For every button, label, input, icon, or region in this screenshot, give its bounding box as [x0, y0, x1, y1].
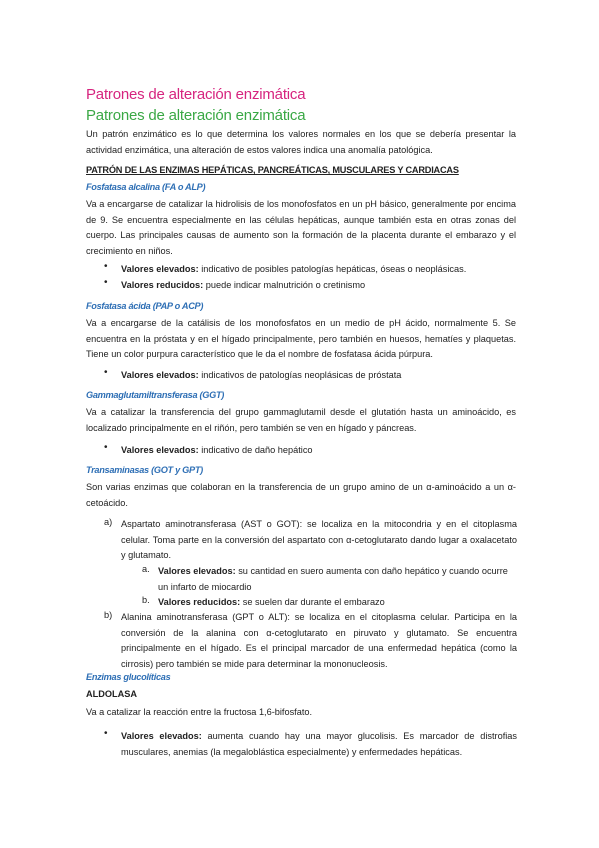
bullet-text: indicativo de posibles patologías hepáticas, óseas o neoplásicas. — [198, 264, 467, 274]
bullet-marker: • — [104, 728, 108, 739]
ggt-bullet-elevated — [121, 443, 517, 459]
bullet-marker: • — [104, 442, 108, 453]
item-text: su cantidad en suero aumenta con daño hepático y cuando ocurre un infarto de miocardio — [158, 566, 508, 592]
trans-paragraph: Son varias enzimas que colaboran en la transferencia de un grupo amino de un α-aminoácido a un α-cetoácido. — [86, 482, 516, 508]
ggt-paragraph: Va a catalizar la transferencia del grupo gammaglutamil desde el glutatión hasta un aminoácido, es localizado principalmente en el riñón, pero también se ven en hígado y páncreas. — [86, 407, 516, 433]
fa-bullet-reduced — [121, 278, 517, 294]
ast-elevated — [158, 564, 516, 595]
bullet-text: indicativo de daño hepático — [198, 445, 313, 455]
trans-heading: Transaminasas (GOT y GPT) — [86, 465, 203, 475]
trans-item-ast: Aspartato aminotransferasa (AST o GOT): se localiza en la mitocondria y en el citoplasma celular. Toma parte en la conversión del aspartato con α-cetoglutarato dando lugar a oxalacetato y glutamato. — [121, 519, 517, 560]
pap-paragraph: Va a encargarse de la catálisis de los monofosfatos en un medio de pH ácido, normalmente 5. Se encuentra en la próstata y en el hígado principalmente, pero también en huesos, hematíes y plaquetas. Tiene un color purpura característico que le da el nombre de fosfatasa ácida púrpura. — [86, 318, 516, 359]
sublist-marker: b. — [142, 595, 150, 605]
item-text: se suelen dar durante el embarazo — [240, 597, 385, 607]
list-marker: a) — [104, 517, 113, 527]
pap-heading: Fosfatasa ácida (PAP o ACP) — [86, 301, 204, 311]
ast-reduced — [158, 595, 516, 611]
document-subtitle: Patrones de alteración enzimática — [86, 107, 306, 124]
aldolasa-bullet-elevated — [121, 729, 517, 760]
bullet-text: puede indicar malnutrición o cretinismo — [203, 280, 366, 290]
fa-heading: Fosfatasa alcalina (FA o ALP) — [86, 182, 206, 192]
ggt-heading: Gammaglutamiltransferasa (GGT) — [86, 390, 225, 400]
item-label: Valores reducidos: — [158, 597, 241, 607]
document-title: Patrones de alteración enzimática — [86, 86, 306, 103]
fa-paragraph: Va a encargarse de catalizar la hidrolisis de los monofosfatos en un pH básico, generalmente por encima de 9. Se encuentra especialmente en las células hepáticas, aunque también esta en otras zonas del cuerpo. Las principales causas de aumento son la formación de la placenta durante el embarazo y el crecimiento en niños. — [86, 199, 516, 256]
section-heading: PATRÓN DE LAS ENZIMAS HEPÁTICAS, PANCREÁTICAS, MUSCULARES Y CARDIACAS — [86, 165, 459, 175]
bullet-label: Valores elevados: — [121, 370, 199, 380]
list-marker: b) — [104, 610, 113, 620]
pap-bullet-elevated — [121, 368, 517, 384]
bullet-marker: • — [104, 261, 108, 272]
aldolasa-paragraph: Va a catalizar la reacción entre la fructosa 1,6-bifosfato. — [86, 707, 313, 717]
bullet-label: Valores elevados: — [121, 731, 202, 741]
item-label: Valores elevados: — [158, 566, 236, 576]
bullet-label: Valores elevados: — [121, 445, 199, 455]
bullet-text: indicativos de patologías neoplásicas de próstata — [198, 370, 402, 380]
bullet-marker: • — [104, 367, 108, 378]
bullet-text: aumenta cuando hay una mayor glucolisis. Es marcador de distrofias musculares, anemias (la megaloblástica especialmente) y enfermedades hepáticas. — [121, 731, 517, 757]
intro-paragraph: Un patrón enzimático es lo que determina los valores normales en los que se debería presentar la actividad enzimática, una alteración de estos valores indica una anomalía patológica. — [86, 129, 516, 155]
trans-item-alt: Alanina aminotransferasa (GPT o ALT): se localiza en el citoplasma celular. Participa en la conversión de la alanina con α-cetoglutarato en piruvato y glutamato. Se encuentra principalmente en el hígado. Es el principal marcador de una enfermedad hepática (como la cirrosis) pero también se mide para determinar la mononucleosis. — [121, 612, 517, 669]
bullet-marker: • — [104, 277, 108, 288]
fa-bullet-elevated — [121, 262, 517, 278]
aldolasa-heading: ALDOLASA — [86, 689, 138, 699]
sublist-marker: a. — [142, 564, 150, 574]
bullet-label: Valores elevados: — [121, 264, 199, 274]
bullet-label: Valores reducidos: — [121, 280, 204, 290]
gluco-heading: Enzimas glucolíticas — [86, 672, 171, 682]
